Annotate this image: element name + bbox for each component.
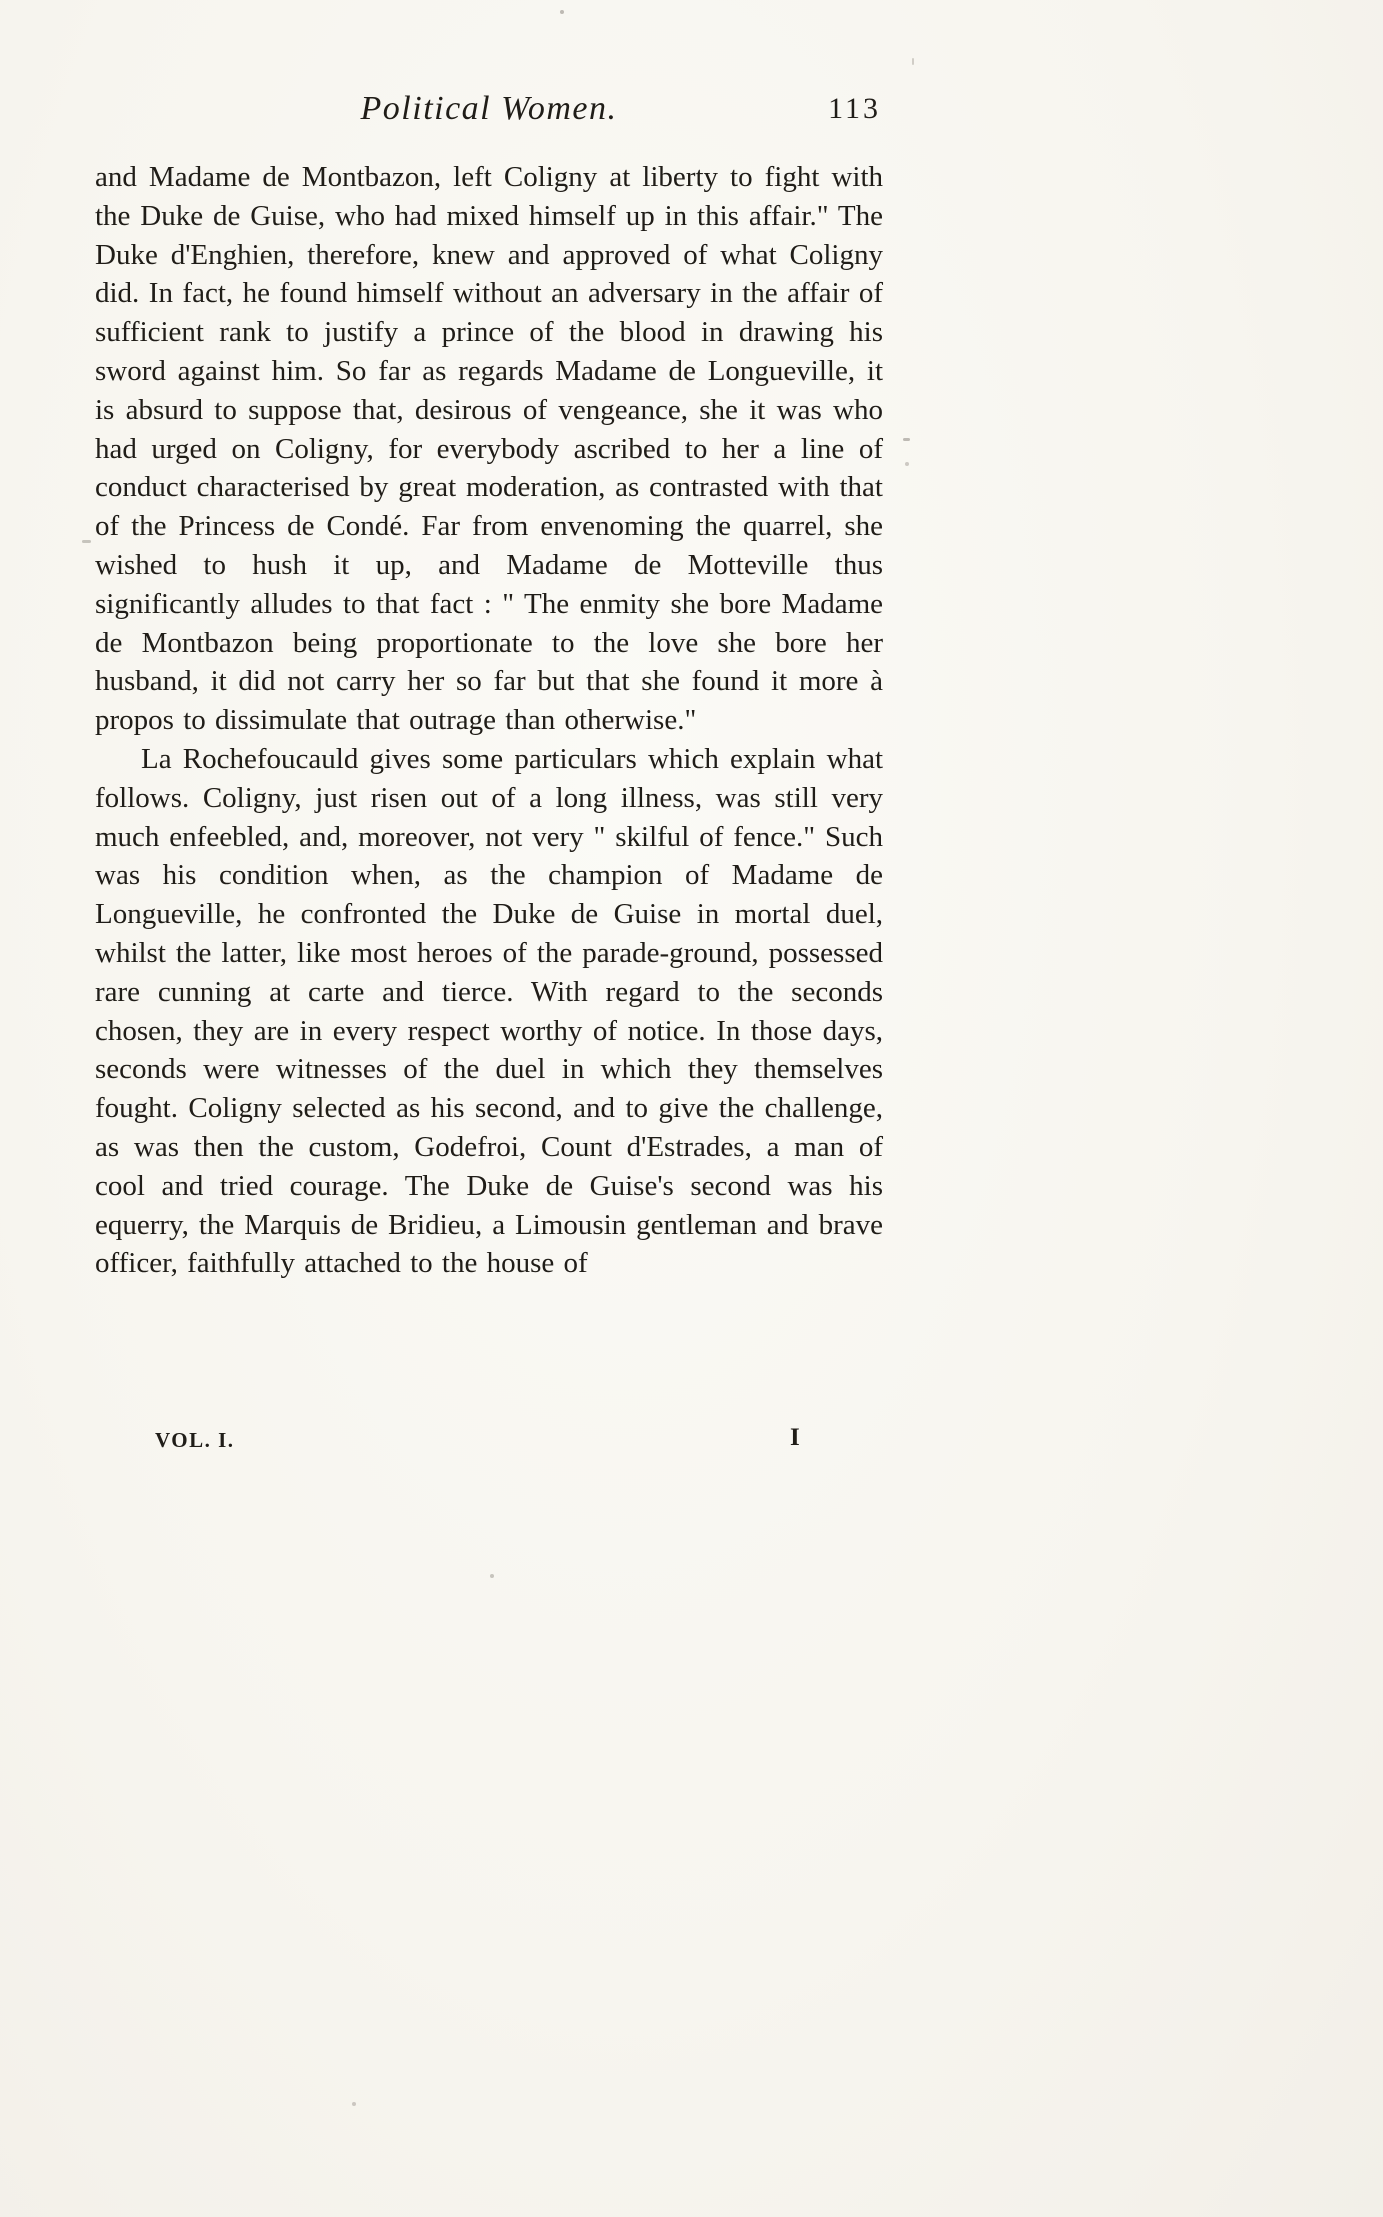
scan-speck <box>903 438 910 441</box>
paragraph: La Rochefoucauld gives some particulars which explain what follows. Coligny, just risen out of a long illness, was still very much enfeebled, and, moreover, not very " skilful of fence." Such was his condition when, as the champion of Madame de Longueville, he confronted the Duke de Guise in mortal duel, whilst the latter, like most heroes of the parade-ground, possessed rare cunning at carte and tierce. With regard to the seconds chosen, they are in every respect worthy of notice. In those days, seconds were witnesses of the duel in which they themselves fought. Coligny selected as his second, and to give the challenge, as was then the custom, Godefroi, Count d'Estrades, a man of cool and tried courage. The Duke de Guise's second was his equerry, the Marquis de Bridieu, a Limousin gentleman and brave officer, faithfully attached to the house of <box>95 742 883 1280</box>
scan-speck <box>912 58 914 65</box>
running-title: Political Women. <box>360 90 618 127</box>
scan-speck <box>82 540 91 543</box>
scan-speck <box>905 462 909 466</box>
scan-speck <box>352 2102 356 2106</box>
scan-speck <box>490 1574 494 1578</box>
paragraph: and Madame de Montbazon, left Coligny at liberty to fight with the Duke de Guise, who had mixed himself up in this affair." The Duke d'Enghien, therefore, knew and approved of what Coligny did. In fact, he found himself without an adversary in the affair of sufficient rank to justify a prince of the blood in drawing his sword against him. So far as regards Madame de Longueville, it is absurd to suppose that, desirous of vengeance, she it was who had urged on Coligny, for everybody ascribed to her a line of conduct characterised by great moderation, as contrasted with that of the Princess de Condé. Far from envenoming the quarrel, she wished to hush it up, and Madame de Motteville thus significantly alludes to that fact : " The enmity she bore Madame de Montbazon being proportionate to the love she bore her husband, it did not carry her so far but that she found it more à propos to dissimulate that outrage than otherwise." <box>95 161 883 737</box>
page-number: 113 <box>828 92 881 125</box>
volume-label: VOL. I. <box>155 1428 235 1452</box>
page-footer <box>95 1424 883 1456</box>
body-text <box>95 158 883 1283</box>
page-header <box>95 90 883 136</box>
scan-speck <box>560 10 564 14</box>
signature-mark: I <box>790 1424 800 1451</box>
